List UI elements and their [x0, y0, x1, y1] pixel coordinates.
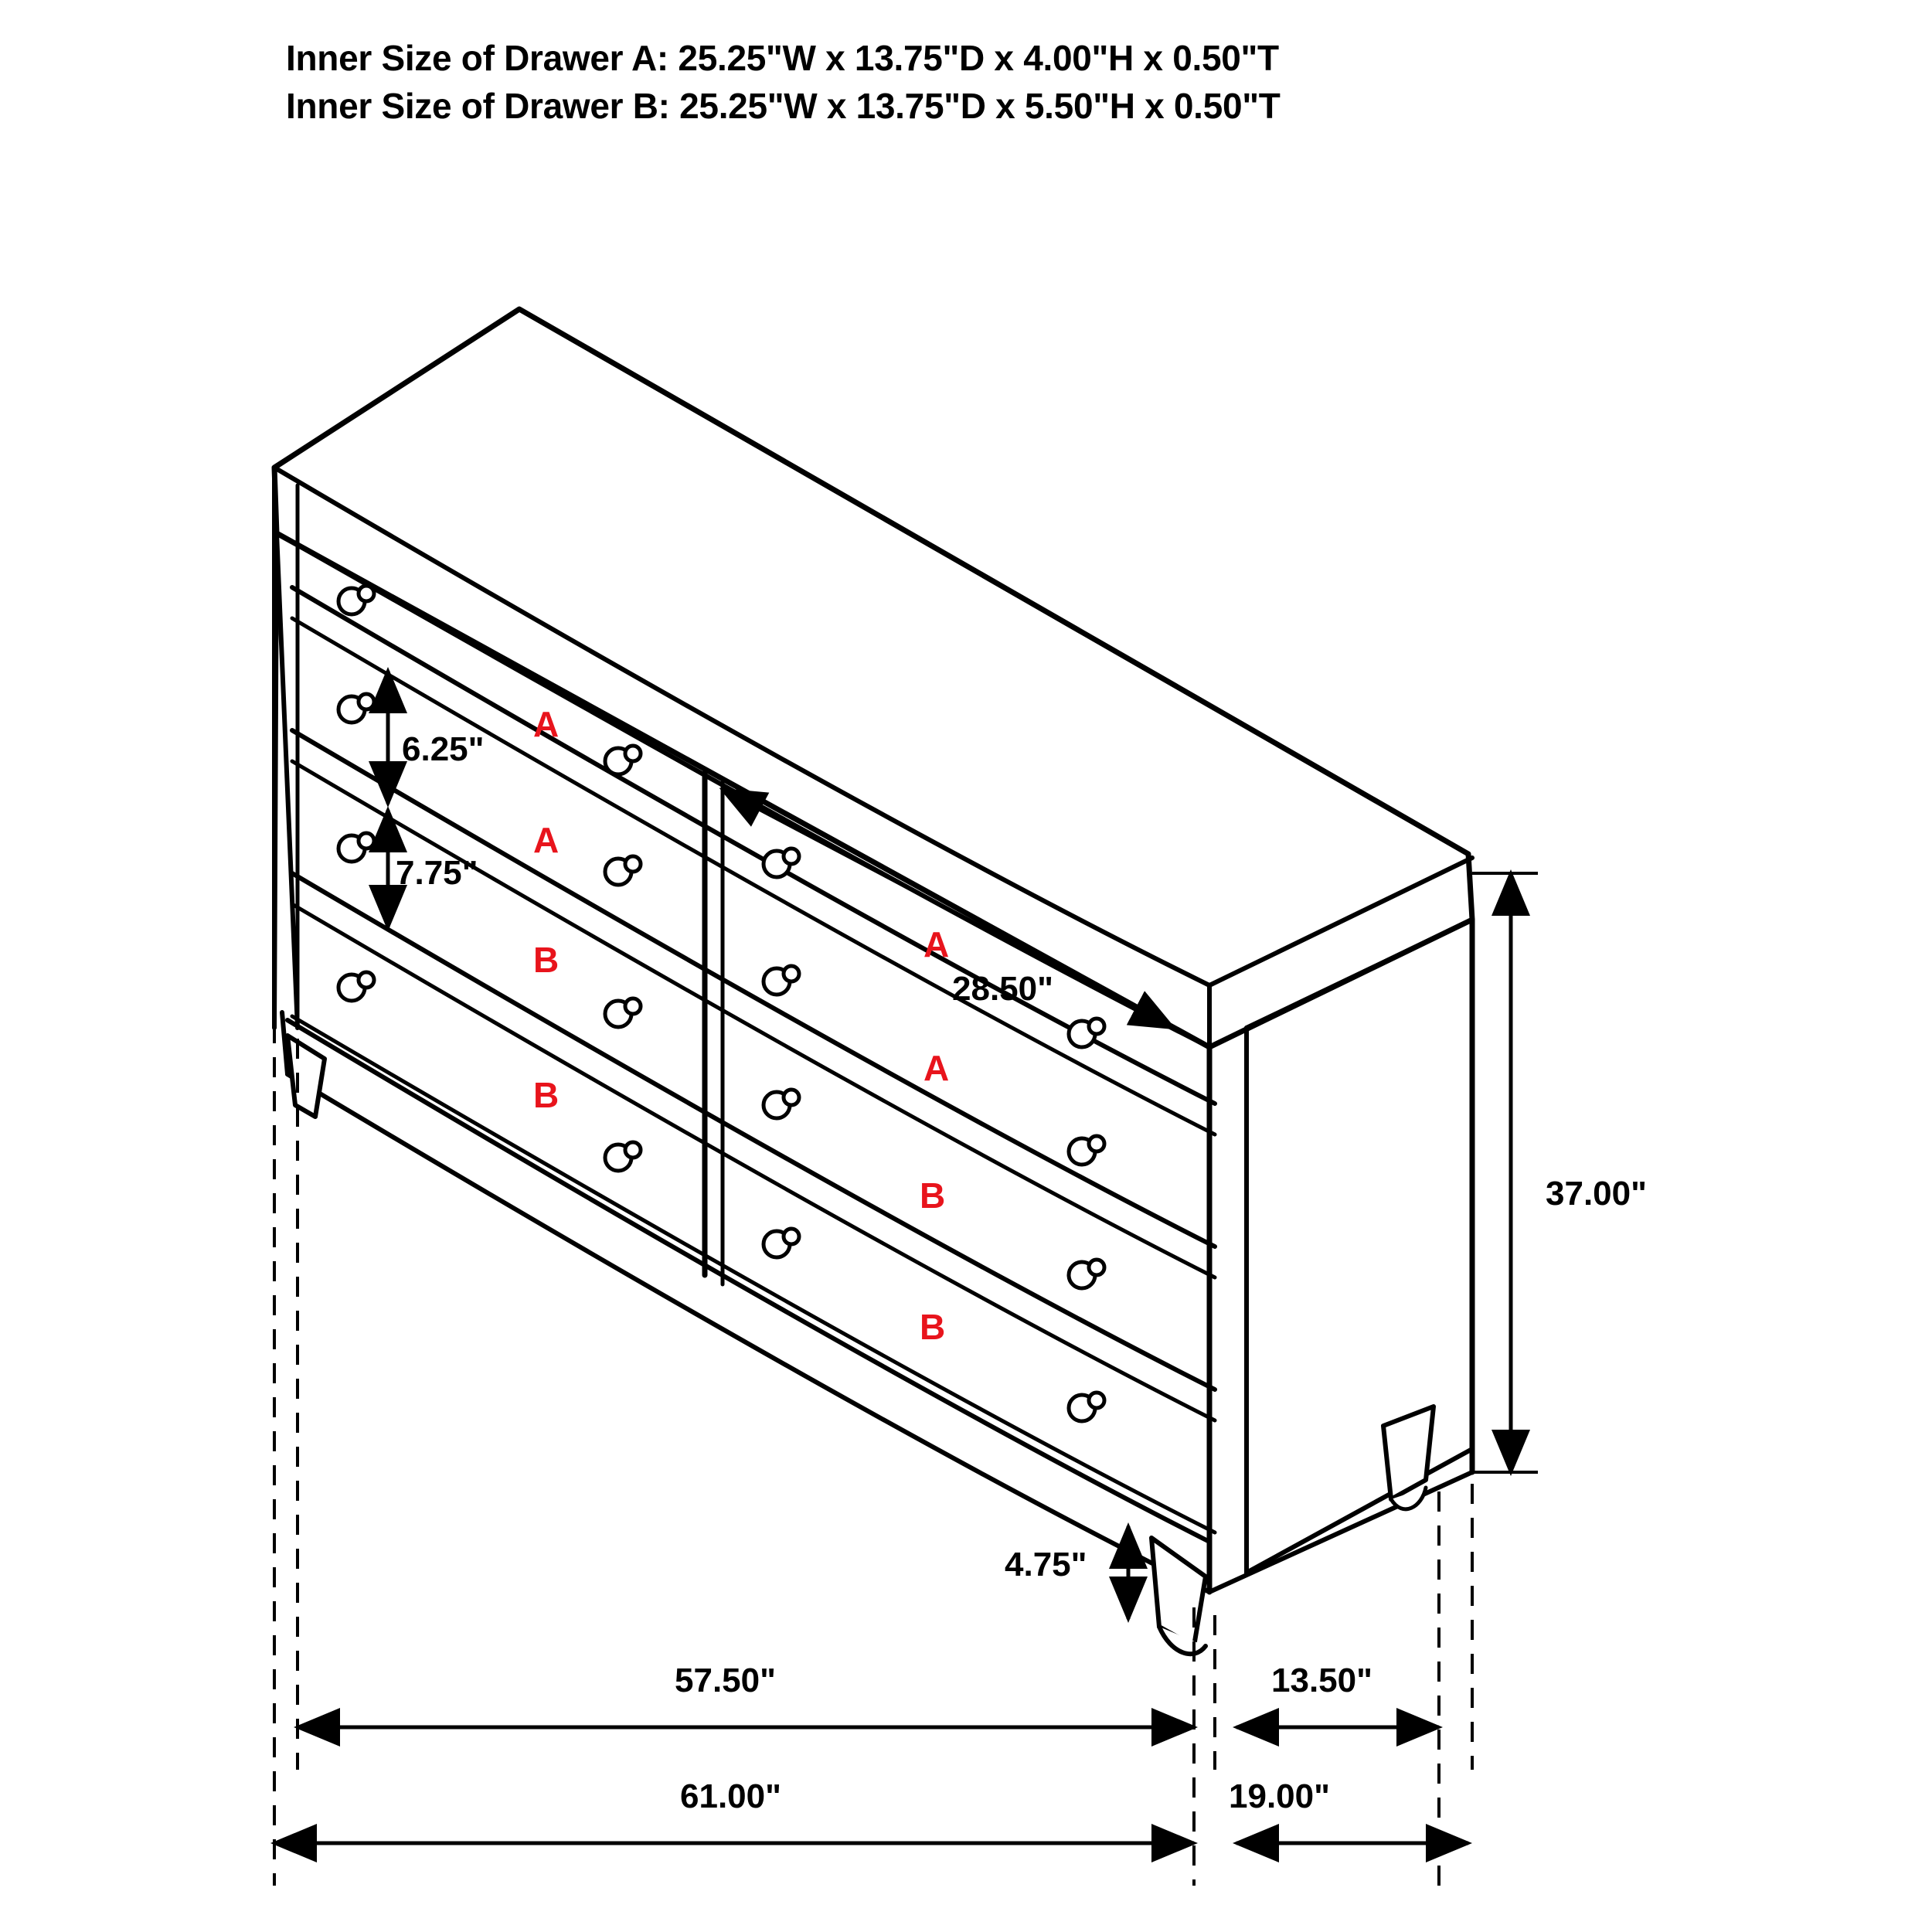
dim-drawer-b-height: 7.75" — [396, 854, 478, 892]
dim-overall-depth: 19.00" — [1229, 1777, 1330, 1815]
dim-drawer-a-height: 6.25" — [402, 730, 485, 768]
drawer-label-right-row-2: A — [923, 1048, 950, 1088]
drawer-label-left-row-1: A — [533, 704, 560, 744]
drawer-label-right-row-1: A — [923, 924, 950, 964]
drawer-b-spec: Inner Size of Drawer B: 25.25"W x 13.75"D x 5.50"H x 0.50"T — [286, 86, 1281, 127]
dim-case-width: 57.50" — [675, 1662, 776, 1699]
dim-overall-height: 37.00" — [1546, 1175, 1647, 1213]
dim-overall-width: 61.00" — [680, 1777, 781, 1815]
dim-top-depth: 28.50" — [952, 970, 1053, 1008]
dim-leg-height: 4.75" — [1005, 1546, 1087, 1583]
dresser-body — [274, 309, 1472, 1654]
drawer-label-left-row-4: B — [533, 1075, 560, 1115]
drawer-label-left-row-2: A — [533, 820, 560, 860]
drawer-label-right-row-4: B — [920, 1307, 946, 1347]
drawer-a-spec: Inner Size of Drawer A: 25.25"W x 13.75"D x 4.00"H x 0.50"T — [286, 38, 1279, 78]
drawer-label-left-row-3: B — [533, 940, 560, 980]
dim-case-depth: 13.50" — [1271, 1662, 1372, 1699]
drawer-label-right-row-3: B — [920, 1175, 946, 1216]
